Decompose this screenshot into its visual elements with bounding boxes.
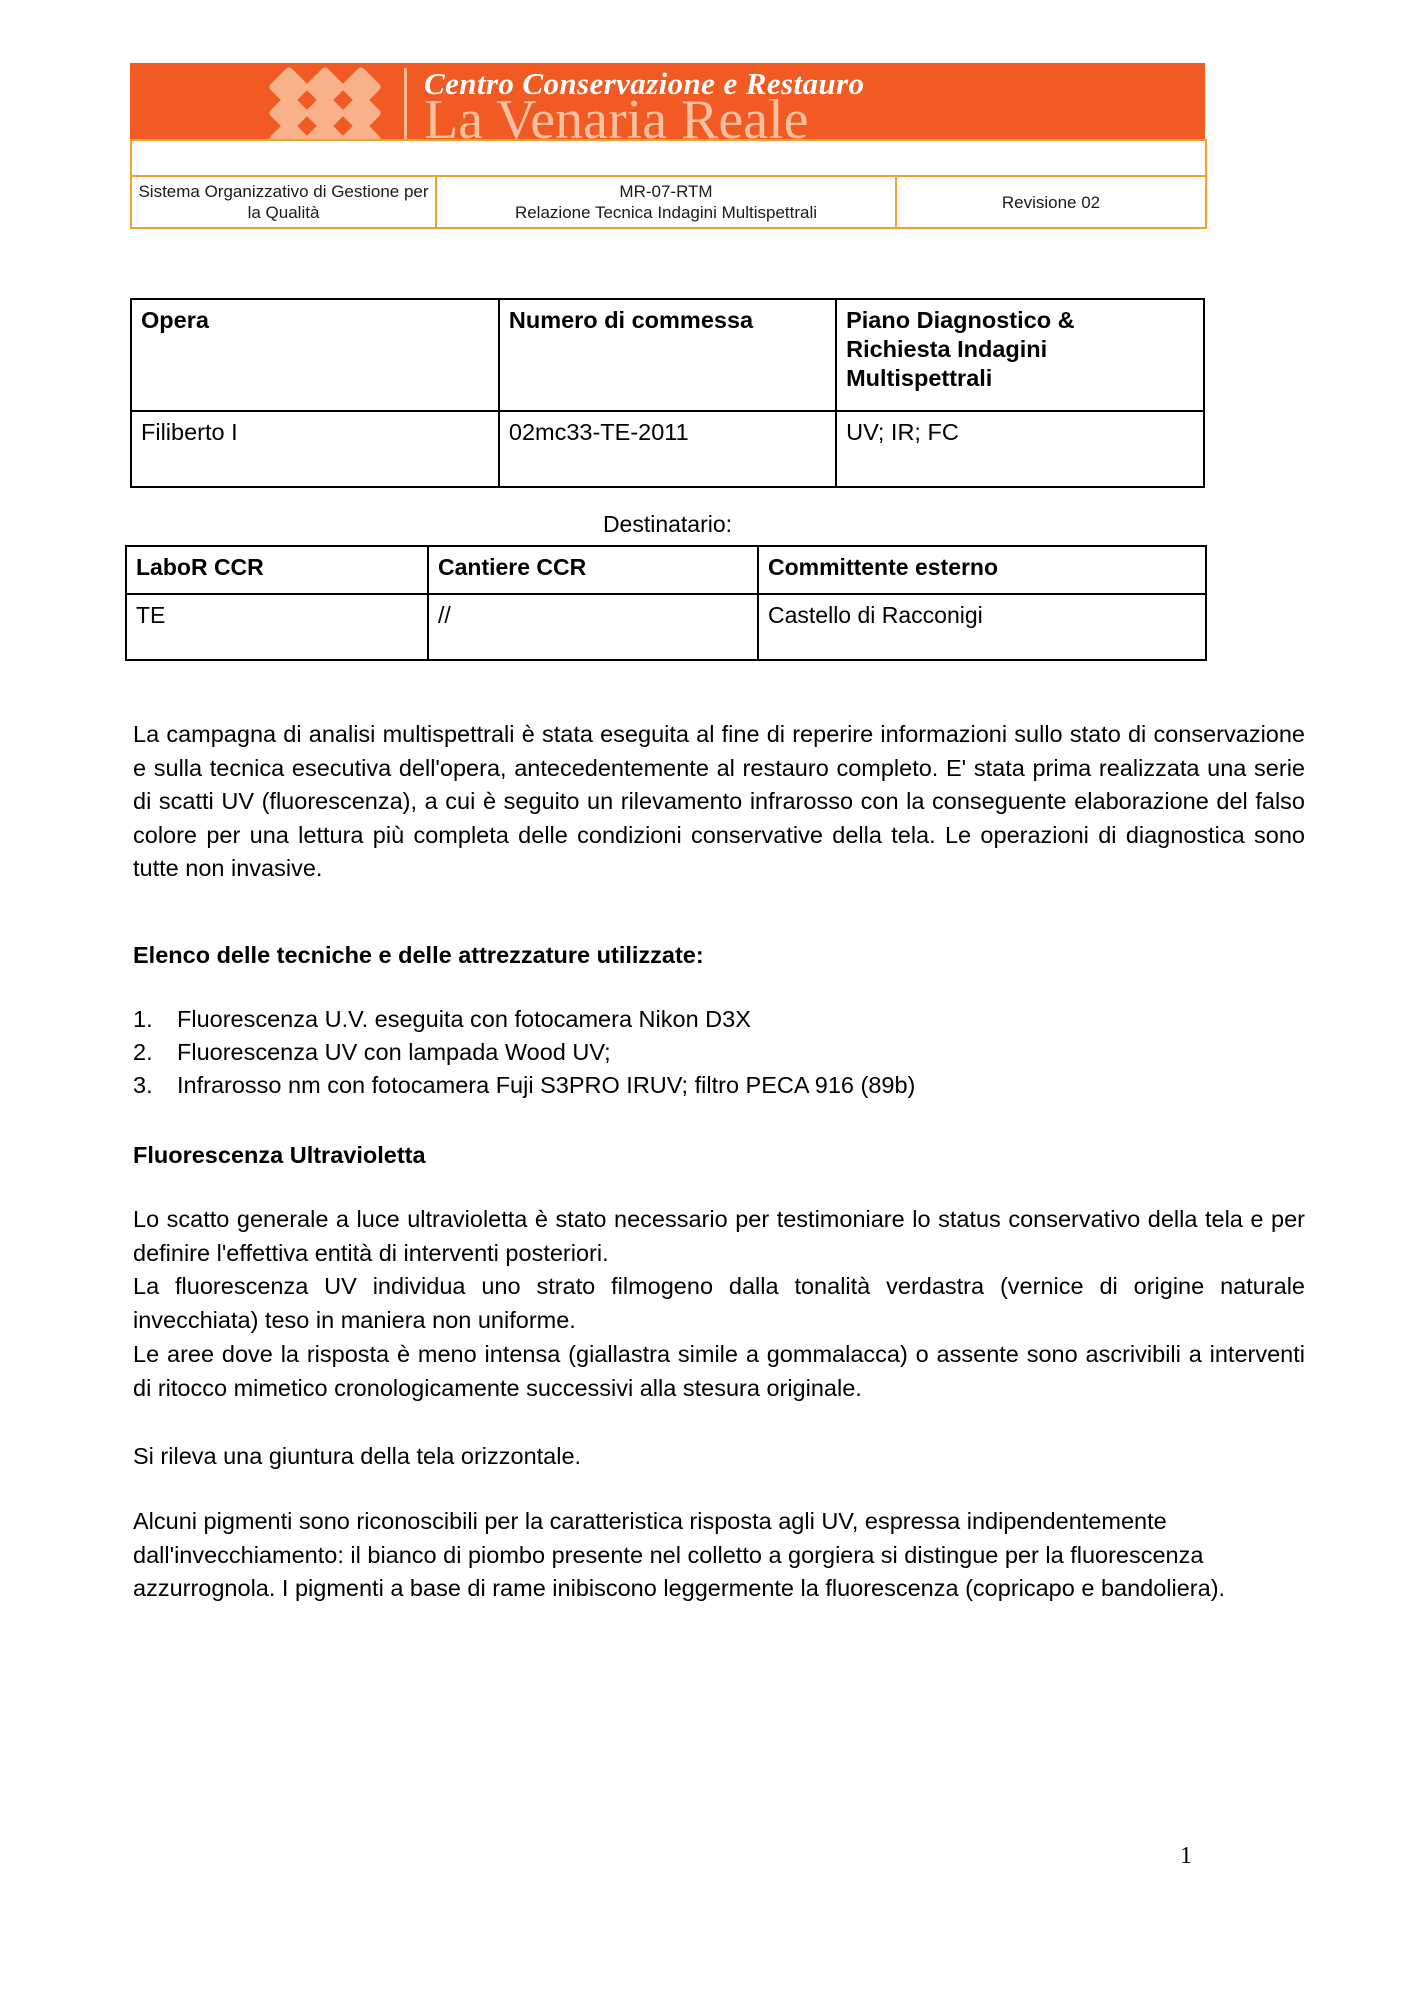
opera-table [130,298,1205,488]
list-item-label: Infrarosso nm con fotocamera Fuji S3PRO IRUV; filtro PECA 916 (89b) [177,1072,916,1098]
destinatario-header-committente: Committente esterno [758,546,1206,594]
paragraph-fluorescenza-2: La fluorescenza UV individua uno strato filmogeno dalla tonalità verdastra (vernice di origine naturale invecchiata) teso in maniera non uniforme. [133,1273,1305,1333]
heading-fluorescenza-ultravioletta: Fluorescenza Ultravioletta [133,1142,426,1168]
letterhead-title: Centro Conservazione e Restauro [424,66,865,101]
destinatario-label: Destinatario: [602,511,733,537]
header-doc-title: Relazione Tecnica Indagini Multispettrali [514,203,818,222]
paragraph-fluorescenza-1: Lo scatto generale a luce ultravioletta è stato necessario per testimoniare lo status conservativo della tela e per definire l'effettiva entità di interventi posteriori. [133,1206,1305,1266]
heading-elenco-tecniche: Elenco delle tecniche e delle attrezzature utilizzate: [133,942,704,968]
destinatario-value-cantiere: // [428,594,758,660]
destinatario-header-labor: LaboR CCR [126,546,428,594]
opera-value-piano: UV; IR; FC [836,411,1204,487]
letterhead-text [424,63,1194,139]
destinatario-data-row [126,594,1206,660]
opera-value-opera: Filiberto I [131,411,499,487]
header-cell-document [436,176,896,228]
header-blank-cell [131,140,1206,176]
destinatario-value-labor: TE [126,594,428,660]
opera-table-header-row [131,299,1204,411]
opera-header-piano [836,299,1204,411]
opera-header-piano-l2: Richiesta Indagini [846,336,1048,362]
paragraph-fluorescenza-3: Le aree dove la risposta è meno intensa (giallastra simile a gommalacca) o assente sono ascrivibili a interventi di ritocco mimetico cronologicamente successivi alla stesura originale. [133,1341,1305,1401]
opera-header-piano-l3: Multispettrali [846,365,993,391]
letterhead-subtitle: La Venaria Reale [424,89,809,139]
list-item-label: Fluorescenza U.V. eseguita con fotocamera Nikon D3X [177,1006,751,1032]
letterhead-banner [130,63,1205,139]
list-item [133,1003,1305,1036]
paragraph-pigmenti: Alcuni pigmenti sono riconoscibili per la caratteristica risposta agli UV, espressa indipendentemente dall'invecchiamento: il bianco di piombo presente nel colletto a gorgiera si distingue per la fluorescenza azzurrognola. I pigmenti a base di rame inibiscono leggermente la fluorescenza (copricapo e bandoliera). [133,1508,1226,1601]
opera-value-commessa: 02mc33-TE-2011 [499,411,836,487]
destinatario-value-committente: Castello di Racconigi [758,594,1206,660]
list-item [133,1036,1305,1069]
destinatario-header-cantiere: Cantiere CCR [428,546,758,594]
header-doc-code: MR-07-RTM [619,182,713,201]
paragraph-introduction: La campagna di analisi multispettrali è stata eseguita al fine di reperire informazioni sullo stato di conservazione e sulla tecnica esecutiva dell'opera, antecedentemente al restauro completo. E' stata prima realizzata una serie di scatti UV (fluorescenza), a cui è seguito un rilevamento infrarosso con la conseguente elaborazione del falso colore per una lettura più completa delle condizioni conservative della tela. Le operazioni di diagnostica sono tutte non invasive. [133,721,1305,881]
header-info-row [131,176,1206,228]
document-header-table [130,139,1207,229]
list-item-number: 3. [133,1072,153,1098]
list-item [133,1069,1305,1102]
header-cell-system: Sistema Organizzativo di Gestione per la Qualità [131,176,436,228]
list-item-number: 2. [133,1039,153,1065]
diamond-pattern-icon [270,68,382,139]
destinatario-table [125,545,1207,661]
opera-header-opera: Opera [131,299,499,411]
opera-header-commessa: Numero di commessa [499,299,836,411]
opera-header-piano-l1: Piano Diagnostico & [846,307,1075,333]
letterhead-divider [404,68,407,139]
destinatario-header-row [126,546,1206,594]
opera-table-data-row [131,411,1204,487]
paragraph-fluorescenza-4: Si rileva una giuntura della tela orizzontale. [133,1443,582,1469]
techniques-list [133,1003,1305,1102]
page-number: 1 [1180,1843,1192,1869]
header-blank-row [131,140,1206,176]
list-item-label: Fluorescenza UV con lampada Wood UV; [177,1039,611,1065]
list-item-number: 1. [133,1006,153,1032]
header-cell-revision: Revisione 02 [896,176,1206,228]
